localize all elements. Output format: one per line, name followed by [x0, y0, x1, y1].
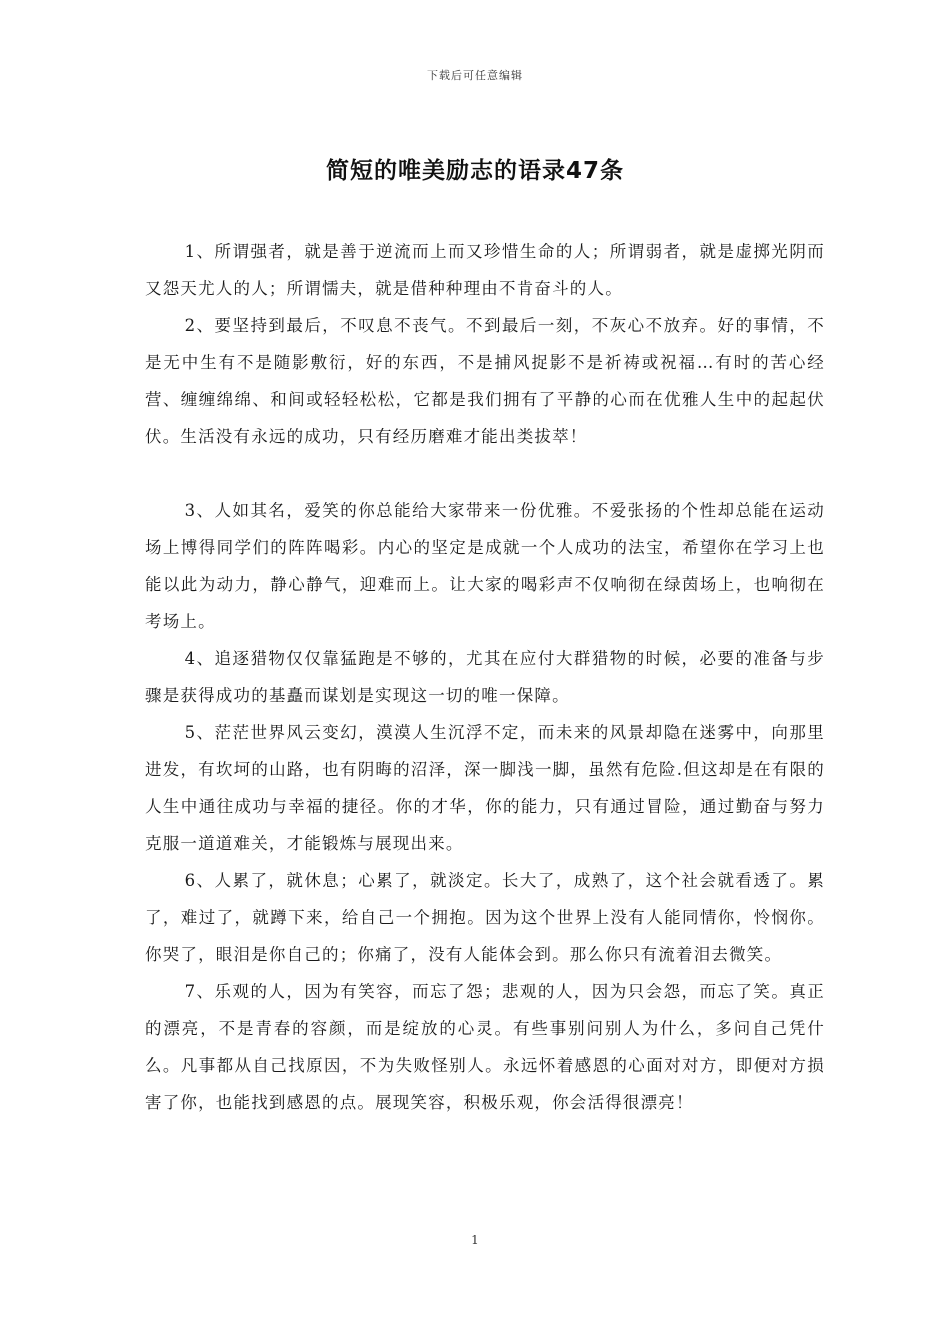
paragraph-4: 4、追逐猎物仅仅靠猛跑是不够的，尤其在应付大群猎物的时候，必要的准备与步骤是获得成功的基矗而谋划是实现这一切的唯一保障。 [145, 649, 825, 705]
paragraph-spacer [145, 455, 825, 492]
paragraph-3: 3、人如其名，爱笑的你总能给大家带来一份优雅。不爱张扬的个性却总能在运动场上博得同学们的阵阵喝彩。内心的坚定是成就一个人成功的法宝，希望你在学习上也能以此为动力，静心静气，迎难而上。让大家的喝彩声不仅响彻在绿茵场上，也响彻在考场上。 [145, 501, 825, 631]
document-title: 简短的唯美励志的语录47条 [325, 158, 624, 184]
paragraph-1: 1、所谓强者，就是善于逆流而上而又珍惜生命的人；所谓弱者，就是虚掷光阴而又怨天尤人的人；所谓懦夫，就是借种种理由不肯奋斗的人。 [145, 242, 825, 298]
paragraph-6: 6、人累了，就休息；心累了，就淡定。长大了，成熟了，这个社会就看透了。累了，难过了，就蹲下来，给自己一个拥抱。因为这个世界上没有人能同情你，怜悯你。你哭了，眼泪是你自己的；你痛了，没有人能体会到。那么你只有流着泪去微笑。 [145, 871, 825, 964]
paragraph-7: 7、乐观的人，因为有笑容，而忘了怨；悲观的人，因为只会怨，而忘了笑。真正的漂亮，不是青春的容颜，而是绽放的心灵。有些事别问别人为什么，多问自己凭什么。凡事都从自己找原因，不为失败怪别人。永远怀着感恩的心面对对方，即便对方损害了你，也能找到感恩的点。展现笑容，积极乐观，你会活得很漂亮！ [145, 982, 825, 1112]
paragraph-5: 5、茫茫世界风云变幻，漠漠人生沉浮不定，而未来的风景却隐在迷雾中，向那里进发，有坎坷的山路，也有阴晦的沼泽，深一脚浅一脚，虽然有危险.但这却是在有限的人生中通往成功与幸福的捷径。你的才华，你的能力，只有通过冒险，通过勤奋与努力克服一道道难关，才能锻炼与展现出来。 [145, 723, 825, 853]
document-body [145, 233, 825, 1121]
header-note: 下载后可任意编辑 [427, 69, 523, 82]
paragraph-2: 2、要坚持到最后，不叹息不丧气。不到最后一刻，不灰心不放弃。好的事情，不是无中生有不是随影敷衍，好的东西，不是捕风捉影不是祈祷或祝福…有时的苦心经营、缠缠绵绵、和间或轻轻松松，它都是我们拥有了平静的心而在优雅人生中的起起伏伏。生活没有永远的成功，只有经历磨难才能出类拔萃！ [145, 316, 825, 446]
page-number: 1 [471, 1233, 479, 1247]
